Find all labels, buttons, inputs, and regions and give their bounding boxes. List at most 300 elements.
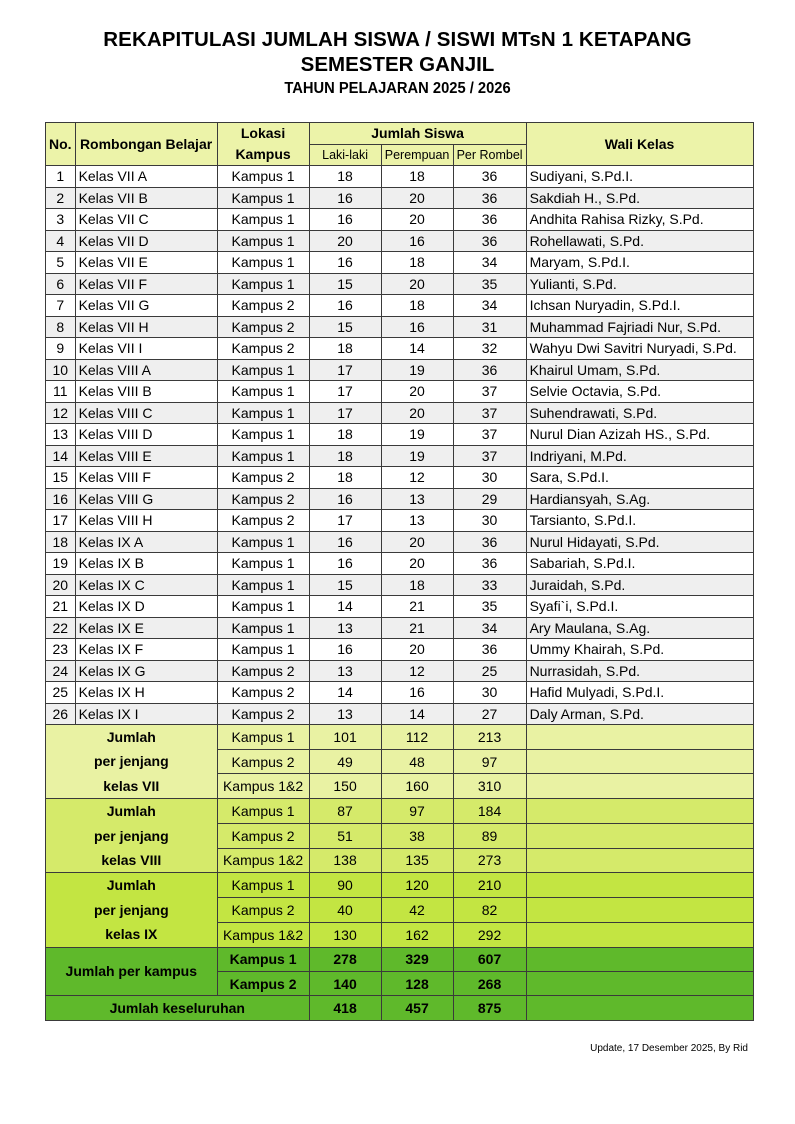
row-no: 23 xyxy=(46,639,76,661)
row-kampus: Kampus 1 xyxy=(217,230,309,252)
row-wali: Sudiyani, S.Pd.I. xyxy=(526,166,753,188)
jenjang-label-line: kelas IX xyxy=(105,926,158,943)
row-total: 30 xyxy=(453,682,526,704)
col-rombel: Rombongan Belajar xyxy=(75,123,217,166)
row-rombel: Kelas IX I xyxy=(75,703,217,725)
jenjang-kampus: Kampus 1 xyxy=(217,873,309,898)
row-wali: Suhendrawati, S.Pd. xyxy=(526,402,753,424)
row-perempuan: 21 xyxy=(381,617,453,639)
row-wali: Syafi`i, S.Pd.I. xyxy=(526,596,753,618)
row-kampus: Kampus 1 xyxy=(217,273,309,295)
jenjang-total: 213 xyxy=(453,725,526,750)
jenjang-empty xyxy=(526,873,753,898)
row-wali: Nurul Hidayati, S.Pd. xyxy=(526,531,753,553)
row-total: 36 xyxy=(453,359,526,381)
col-lokasi-line2: Kampus xyxy=(235,146,291,162)
per-kampus-kampus: Kampus 2 xyxy=(217,971,309,995)
row-perempuan: 14 xyxy=(381,338,453,360)
row-perempuan: 20 xyxy=(381,209,453,231)
row-laki: 13 xyxy=(309,660,381,682)
rekap-table xyxy=(45,122,754,1021)
jenjang-total: 89 xyxy=(453,823,526,848)
row-kampus: Kampus 1 xyxy=(217,252,309,274)
row-no: 10 xyxy=(46,359,76,381)
jenjang-row xyxy=(46,725,754,750)
row-total: 29 xyxy=(453,488,526,510)
row-total: 36 xyxy=(453,209,526,231)
row-laki: 18 xyxy=(309,166,381,188)
row-total: 27 xyxy=(453,703,526,725)
table-row xyxy=(46,467,754,489)
row-laki: 16 xyxy=(309,639,381,661)
row-perempuan: 13 xyxy=(381,488,453,510)
table-row xyxy=(46,359,754,381)
row-perempuan: 20 xyxy=(381,639,453,661)
table-row xyxy=(46,531,754,553)
page-subtitle: SEMESTER GANJIL xyxy=(300,53,495,76)
row-rombel: Kelas VIII G xyxy=(75,488,217,510)
jenjang-label-line: per jenjang xyxy=(93,753,169,770)
page-title: REKAPITULASI JUMLAH SISWA / SISWI MTsN 1 KETAPANG xyxy=(103,28,692,51)
jenjang-perempuan: 120 xyxy=(381,873,453,898)
row-wali: Sara, S.Pd.I. xyxy=(526,467,753,489)
row-laki: 17 xyxy=(309,402,381,424)
table-row xyxy=(46,295,754,317)
grand-total-row xyxy=(46,996,754,1020)
row-rombel: Kelas VII E xyxy=(75,252,217,274)
col-no: No. xyxy=(46,123,76,166)
row-no: 2 xyxy=(46,187,76,209)
row-rombel: Kelas VII F xyxy=(75,273,217,295)
jenjang-kampus: Kampus 1&2 xyxy=(217,774,309,799)
table-row xyxy=(46,187,754,209)
row-kampus: Kampus 2 xyxy=(217,467,309,489)
grand-total-perempuan: 457 xyxy=(381,996,453,1020)
row-laki: 18 xyxy=(309,424,381,446)
row-laki: 16 xyxy=(309,295,381,317)
row-no: 18 xyxy=(46,531,76,553)
table-row xyxy=(46,488,754,510)
row-kampus: Kampus 1 xyxy=(217,359,309,381)
jenjang-perempuan: 42 xyxy=(381,898,453,923)
row-perempuan: 19 xyxy=(381,424,453,446)
row-total: 34 xyxy=(453,295,526,317)
row-total: 34 xyxy=(453,617,526,639)
row-wali: Ary Maulana, S.Ag. xyxy=(526,617,753,639)
jenjang-total: 273 xyxy=(453,848,526,873)
row-total: 34 xyxy=(453,252,526,274)
jenjang-perempuan: 162 xyxy=(381,922,453,947)
row-wali: Hafid Mulyadi, S.Pd.I. xyxy=(526,682,753,704)
row-wali: Selvie Octavia, S.Pd. xyxy=(526,381,753,403)
row-perempuan: 20 xyxy=(381,273,453,295)
jenjang-perempuan: 48 xyxy=(381,749,453,774)
row-kampus: Kampus 2 xyxy=(217,510,309,532)
jenjang-perempuan: 38 xyxy=(381,823,453,848)
row-rombel: Kelas VIII E xyxy=(75,445,217,467)
per-kampus-perempuan: 329 xyxy=(381,947,453,971)
table-row xyxy=(46,596,754,618)
per-kampus-total: 607 xyxy=(453,947,526,971)
col-lokasi xyxy=(217,123,309,166)
row-total: 30 xyxy=(453,467,526,489)
row-wali: Juraidah, S.Pd. xyxy=(526,574,753,596)
row-no: 17 xyxy=(46,510,76,532)
jenjang-perempuan: 135 xyxy=(381,848,453,873)
row-perempuan: 18 xyxy=(381,295,453,317)
table-row xyxy=(46,424,754,446)
row-laki: 16 xyxy=(309,187,381,209)
row-rombel: Kelas VIII A xyxy=(75,359,217,381)
row-kampus: Kampus 2 xyxy=(217,703,309,725)
row-total: 35 xyxy=(453,596,526,618)
grand-total-empty xyxy=(526,996,753,1020)
jenjang-laki: 101 xyxy=(309,725,381,750)
row-laki: 16 xyxy=(309,531,381,553)
row-rombel: Kelas IX F xyxy=(75,639,217,661)
row-kampus: Kampus 1 xyxy=(217,402,309,424)
table-row xyxy=(46,682,754,704)
jenjang-perempuan: 112 xyxy=(381,725,453,750)
jenjang-label-line: Jumlah xyxy=(106,729,156,745)
jenjang-laki: 150 xyxy=(309,774,381,799)
row-kampus: Kampus 1 xyxy=(217,531,309,553)
jenjang-kampus: Kampus 1 xyxy=(217,725,309,750)
row-perempuan: 19 xyxy=(381,359,453,381)
col-jumlah-siswa: Jumlah Siswa xyxy=(309,123,526,145)
row-rombel: Kelas VIII C xyxy=(75,402,217,424)
row-total: 35 xyxy=(453,273,526,295)
row-rombel: Kelas IX A xyxy=(75,531,217,553)
col-per-rombel: Per Rombel xyxy=(453,144,526,166)
table-row xyxy=(46,338,754,360)
row-perempuan: 20 xyxy=(381,402,453,424)
row-laki: 15 xyxy=(309,273,381,295)
row-kampus: Kampus 2 xyxy=(217,660,309,682)
row-perempuan: 20 xyxy=(381,381,453,403)
row-no: 13 xyxy=(46,424,76,446)
table-row xyxy=(46,574,754,596)
row-perempuan: 18 xyxy=(381,166,453,188)
jenjang-kampus: Kampus 1&2 xyxy=(217,848,309,873)
row-rombel: Kelas IX C xyxy=(75,574,217,596)
row-laki: 16 xyxy=(309,488,381,510)
jenjang-laki: 87 xyxy=(309,799,381,824)
jenjang-total: 82 xyxy=(453,898,526,923)
row-rombel: Kelas IX E xyxy=(75,617,217,639)
table-row xyxy=(46,660,754,682)
row-laki: 16 xyxy=(309,553,381,575)
col-wali: Wali Kelas xyxy=(526,123,753,166)
row-total: 37 xyxy=(453,381,526,403)
row-rombel: Kelas IX D xyxy=(75,596,217,618)
row-kampus: Kampus 1 xyxy=(217,445,309,467)
row-total: 36 xyxy=(453,166,526,188)
row-total: 25 xyxy=(453,660,526,682)
per-kampus-kampus: Kampus 1 xyxy=(217,947,309,971)
row-kampus: Kampus 1 xyxy=(217,209,309,231)
table-row xyxy=(46,381,754,403)
row-no: 4 xyxy=(46,230,76,252)
row-laki: 15 xyxy=(309,574,381,596)
col-lokasi-line1: Lokasi xyxy=(240,125,286,141)
jenjang-label-line: kelas VII xyxy=(103,777,160,794)
jenjang-empty xyxy=(526,848,753,873)
jenjang-label-line: Jumlah xyxy=(106,877,156,894)
table-row xyxy=(46,402,754,424)
row-wali: Tarsianto, S.Pd.I. xyxy=(526,510,753,532)
row-total: 32 xyxy=(453,338,526,360)
jenjang-empty xyxy=(526,799,753,824)
row-kampus: Kampus 1 xyxy=(217,639,309,661)
row-no: 3 xyxy=(46,209,76,231)
jenjang-perempuan: 97 xyxy=(381,799,453,824)
row-rombel: Kelas IX G xyxy=(75,660,217,682)
row-no: 16 xyxy=(46,488,76,510)
row-wali: Hardiansyah, S.Ag. xyxy=(526,488,753,510)
row-no: 6 xyxy=(46,273,76,295)
jenjang-total: 292 xyxy=(453,922,526,947)
academic-year: TAHUN PELAJARAN 2025 / 2026 xyxy=(284,80,511,97)
jenjang-total: 310 xyxy=(453,774,526,799)
row-laki: 18 xyxy=(309,338,381,360)
row-no: 9 xyxy=(46,338,76,360)
row-rombel: Kelas IX H xyxy=(75,682,217,704)
jenjang-label xyxy=(46,873,218,947)
row-wali: Sakdiah H., S.Pd. xyxy=(526,187,753,209)
row-laki: 18 xyxy=(309,467,381,489)
row-no: 20 xyxy=(46,574,76,596)
row-laki: 14 xyxy=(309,596,381,618)
row-kampus: Kampus 2 xyxy=(217,295,309,317)
row-perempuan: 19 xyxy=(381,445,453,467)
row-total: 36 xyxy=(453,553,526,575)
row-kampus: Kampus 1 xyxy=(217,574,309,596)
per-kampus-laki: 278 xyxy=(309,947,381,971)
row-wali: Andhita Rahisa Rizky, S.Pd. xyxy=(526,209,753,231)
row-kampus: Kampus 1 xyxy=(217,381,309,403)
update-note: Update, 17 Desember 2025, By Rid xyxy=(590,1043,748,1054)
jenjang-empty xyxy=(526,725,753,750)
row-wali: Ichsan Nuryadin, S.Pd.I. xyxy=(526,295,753,317)
row-no: 5 xyxy=(46,252,76,274)
row-perempuan: 13 xyxy=(381,510,453,532)
row-total: 37 xyxy=(453,402,526,424)
row-total: 33 xyxy=(453,574,526,596)
row-kampus: Kampus 1 xyxy=(217,424,309,446)
table-row xyxy=(46,703,754,725)
row-no: 8 xyxy=(46,316,76,338)
table-row xyxy=(46,553,754,575)
row-rombel: Kelas IX B xyxy=(75,553,217,575)
row-no: 1 xyxy=(46,166,76,188)
row-rombel: Kelas VIII D xyxy=(75,424,217,446)
row-kampus: Kampus 1 xyxy=(217,617,309,639)
row-total: 31 xyxy=(453,316,526,338)
row-no: 26 xyxy=(46,703,76,725)
row-no: 12 xyxy=(46,402,76,424)
row-perempuan: 20 xyxy=(381,531,453,553)
col-laki: Laki-laki xyxy=(309,144,381,166)
row-wali: Wahyu Dwi Savitri Nuryadi, S.Pd. xyxy=(526,338,753,360)
row-rombel: Kelas VIII B xyxy=(75,381,217,403)
col-perempuan: Perempuan xyxy=(381,144,453,166)
row-perempuan: 14 xyxy=(381,703,453,725)
row-wali: Ummy Khairah, S.Pd. xyxy=(526,639,753,661)
row-wali: Sabariah, S.Pd.I. xyxy=(526,553,753,575)
row-kampus: Kampus 1 xyxy=(217,596,309,618)
row-perempuan: 16 xyxy=(381,682,453,704)
per-kampus-empty xyxy=(526,947,753,971)
row-wali: Indriyani, M.Pd. xyxy=(526,445,753,467)
row-rombel: Kelas VII C xyxy=(75,209,217,231)
row-rombel: Kelas VII A xyxy=(75,166,217,188)
row-laki: 17 xyxy=(309,359,381,381)
row-rombel: Kelas VII H xyxy=(75,316,217,338)
table-row xyxy=(46,230,754,252)
table-row xyxy=(46,252,754,274)
row-laki: 14 xyxy=(309,682,381,704)
jenjang-empty xyxy=(526,922,753,947)
jenjang-label-line: per jenjang xyxy=(93,901,169,918)
row-laki: 16 xyxy=(309,252,381,274)
row-kampus: Kampus 2 xyxy=(217,316,309,338)
jenjang-laki: 138 xyxy=(309,848,381,873)
jenjang-laki: 51 xyxy=(309,823,381,848)
row-perempuan: 18 xyxy=(381,252,453,274)
jenjang-kampus: Kampus 2 xyxy=(217,898,309,923)
row-rombel: Kelas VII B xyxy=(75,187,217,209)
row-no: 22 xyxy=(46,617,76,639)
jenjang-empty xyxy=(526,823,753,848)
jenjang-label-line: per jenjang xyxy=(93,827,169,844)
row-rombel: Kelas VII D xyxy=(75,230,217,252)
per-kampus-label: Jumlah per kampus xyxy=(46,947,218,996)
jenjang-label xyxy=(46,799,218,873)
jenjang-total: 184 xyxy=(453,799,526,824)
row-rombel: Kelas VII I xyxy=(75,338,217,360)
row-laki: 13 xyxy=(309,703,381,725)
row-kampus: Kampus 2 xyxy=(217,338,309,360)
row-no: 21 xyxy=(46,596,76,618)
jenjang-label xyxy=(46,725,218,799)
jenjang-laki: 130 xyxy=(309,922,381,947)
row-laki: 17 xyxy=(309,510,381,532)
row-wali: Daly Arman, S.Pd. xyxy=(526,703,753,725)
row-rombel: Kelas VIII H xyxy=(75,510,217,532)
row-perempuan: 20 xyxy=(381,187,453,209)
row-no: 19 xyxy=(46,553,76,575)
jenjang-laki: 90 xyxy=(309,873,381,898)
jenjang-total: 97 xyxy=(453,749,526,774)
row-total: 36 xyxy=(453,531,526,553)
row-laki: 16 xyxy=(309,209,381,231)
row-no: 11 xyxy=(46,381,76,403)
jenjang-label-line: Jumlah xyxy=(106,803,156,820)
row-total: 37 xyxy=(453,445,526,467)
jenjang-laki: 49 xyxy=(309,749,381,774)
row-wali: Muhammad Fajriadi Nur, S.Pd. xyxy=(526,316,753,338)
row-wali: Nurrasidah, S.Pd. xyxy=(526,660,753,682)
row-perempuan: 21 xyxy=(381,596,453,618)
per-kampus-empty xyxy=(526,971,753,995)
row-total: 36 xyxy=(453,187,526,209)
jenjang-empty xyxy=(526,749,753,774)
row-perempuan: 12 xyxy=(381,660,453,682)
row-kampus: Kampus 1 xyxy=(217,187,309,209)
jenjang-laki: 40 xyxy=(309,898,381,923)
row-laki: 13 xyxy=(309,617,381,639)
table-row xyxy=(46,316,754,338)
jenjang-row xyxy=(46,799,754,824)
table-row xyxy=(46,445,754,467)
row-kampus: Kampus 2 xyxy=(217,488,309,510)
row-laki: 20 xyxy=(309,230,381,252)
per-kampus-perempuan: 128 xyxy=(381,971,453,995)
per-kampus-laki: 140 xyxy=(309,971,381,995)
jenjang-row xyxy=(46,873,754,898)
table-row xyxy=(46,166,754,188)
jenjang-empty xyxy=(526,898,753,923)
row-perempuan: 18 xyxy=(381,574,453,596)
per-kampus-row xyxy=(46,947,754,971)
row-wali: Khairul Umam, S.Pd. xyxy=(526,359,753,381)
row-wali: Rohellawati, S.Pd. xyxy=(526,230,753,252)
row-perempuan: 20 xyxy=(381,553,453,575)
table-row xyxy=(46,209,754,231)
row-no: 14 xyxy=(46,445,76,467)
row-kampus: Kampus 1 xyxy=(217,166,309,188)
row-total: 36 xyxy=(453,230,526,252)
row-laki: 17 xyxy=(309,381,381,403)
jenjang-empty xyxy=(526,774,753,799)
row-wali: Yulianti, S.Pd. xyxy=(526,273,753,295)
grand-total-total: 875 xyxy=(453,996,526,1020)
row-perempuan: 16 xyxy=(381,230,453,252)
table-row xyxy=(46,510,754,532)
row-no: 25 xyxy=(46,682,76,704)
row-no: 24 xyxy=(46,660,76,682)
jenjang-label-line: kelas VIII xyxy=(101,851,162,868)
row-kampus: Kampus 2 xyxy=(217,682,309,704)
row-perempuan: 16 xyxy=(381,316,453,338)
per-kampus-total: 268 xyxy=(453,971,526,995)
row-laki: 18 xyxy=(309,445,381,467)
row-total: 30 xyxy=(453,510,526,532)
jenjang-kampus: Kampus 2 xyxy=(217,823,309,848)
jenjang-perempuan: 160 xyxy=(381,774,453,799)
jenjang-total: 210 xyxy=(453,873,526,898)
table-row xyxy=(46,617,754,639)
row-no: 7 xyxy=(46,295,76,317)
grand-total-laki: 418 xyxy=(309,996,381,1020)
jenjang-kampus: Kampus 1&2 xyxy=(217,922,309,947)
row-total: 36 xyxy=(453,639,526,661)
row-wali: Maryam, S.Pd.I. xyxy=(526,252,753,274)
row-kampus: Kampus 1 xyxy=(217,553,309,575)
row-laki: 15 xyxy=(309,316,381,338)
row-wali: Nurul Dian Azizah HS., S.Pd. xyxy=(526,424,753,446)
grand-total-label: Jumlah keseluruhan xyxy=(46,996,310,1020)
row-perempuan: 12 xyxy=(381,467,453,489)
table-row xyxy=(46,273,754,295)
row-rombel: Kelas VIII F xyxy=(75,467,217,489)
row-rombel: Kelas VII G xyxy=(75,295,217,317)
table-row xyxy=(46,639,754,661)
jenjang-kampus: Kampus 2 xyxy=(217,749,309,774)
row-no: 15 xyxy=(46,467,76,489)
jenjang-kampus: Kampus 1 xyxy=(217,799,309,824)
